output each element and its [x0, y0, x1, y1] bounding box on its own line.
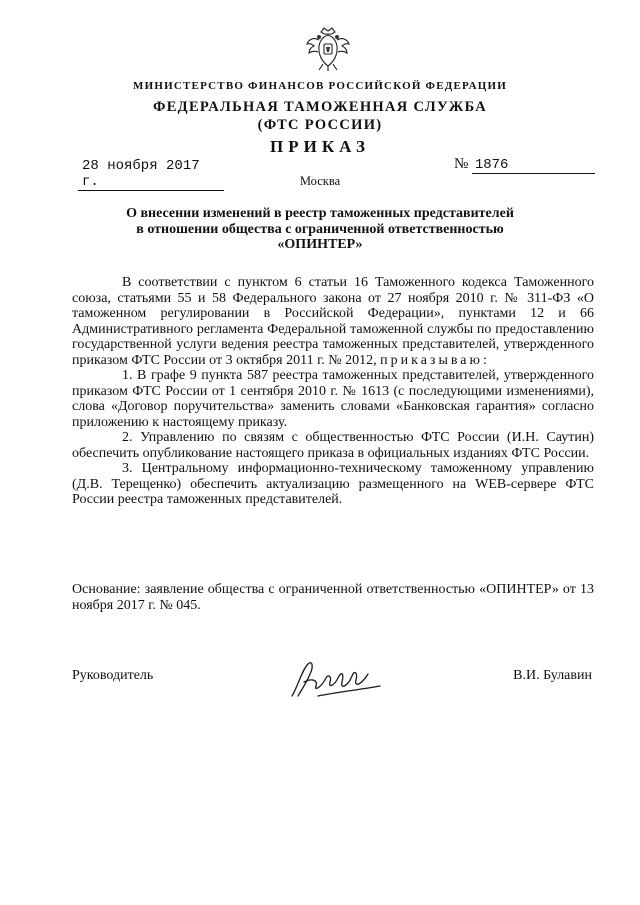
number-sign: № — [454, 156, 469, 172]
service-abbreviation: (ФТС РОССИИ) — [257, 117, 383, 133]
order-item-2: 2. Управлению по связям с общественностью ФТС России (И.Н. Саутин) обеспечить опубликование настоящего приказа в официальных изданиях ФТС России. — [72, 430, 594, 461]
document-type-title: ПРИКАЗ — [270, 137, 370, 156]
order-number-field — [454, 156, 595, 174]
order-subject — [120, 206, 520, 253]
preamble-text: В соответствии с пунктом 6 статьи 16 Таможенного кодекса Таможенного союза, статьями 55 и 58 Федерального закона от 27 ноября 2010 г. № 311-ФЗ «О таможенном регулировании в Российской Федерации», пунктами 12 и 66 Административного регламента Федеральной таможенной службы по предоставлению государственной услуги ведения реестра таможенных представителей, утвержденного приказом ФТС России от 3 октября 2011 г. № 2012, — [72, 275, 594, 368]
order-number: 1876 — [472, 157, 595, 174]
handwritten-signature — [288, 656, 388, 702]
order-word: приказываю: — [380, 352, 490, 368]
order-date: 28 ноября 2017 г. — [78, 158, 224, 191]
ministry-name: МИНИСТЕРСТВО ФИНАНСОВ РОССИЙСКОЙ ФЕДЕРАЦИИ — [133, 80, 507, 92]
subject-line-2: в отношении общества с ограниченной ответственностью — [136, 221, 504, 237]
order-item-1: 1. В графе 9 пункта 587 реестра таможенных представителей, утвержденного приказом ФТС России от 1 сентября 2010 г. № 1613 (с последующими изменениями), слова «Договор поручительства» заменить словами «Банковская гарантия» согласно приложению к настоящему приказу. — [72, 368, 594, 430]
order-body — [72, 275, 594, 508]
service-name: ФЕДЕРАЛЬНАЯ ТАМОЖЕННАЯ СЛУЖБА — [152, 99, 488, 115]
subject-line-3: «ОПИНТЕР» — [277, 237, 363, 252]
signatory-name: В.И. Булавин — [513, 668, 592, 683]
double-headed-eagle-emblem — [306, 26, 350, 72]
issue-city: Москва — [299, 174, 341, 188]
signatory-role: Руководитель — [72, 668, 154, 683]
order-item-3: 3. Центральному информационно-техническому таможенному управлению (Д.В. Терещенко) обеспечить актуализацию размещенного на WEB-сервере ФТС России реестра таможенных представителей. — [72, 461, 594, 507]
order-basis: Основание: заявление общества с ограниченной ответственностью «ОПИНТЕР» от 13 ноября 2017 г. № 045. — [72, 582, 594, 613]
preamble-paragraph — [72, 275, 594, 368]
subject-line-1: О внесении изменений в реестр таможенных представителей — [126, 206, 514, 221]
